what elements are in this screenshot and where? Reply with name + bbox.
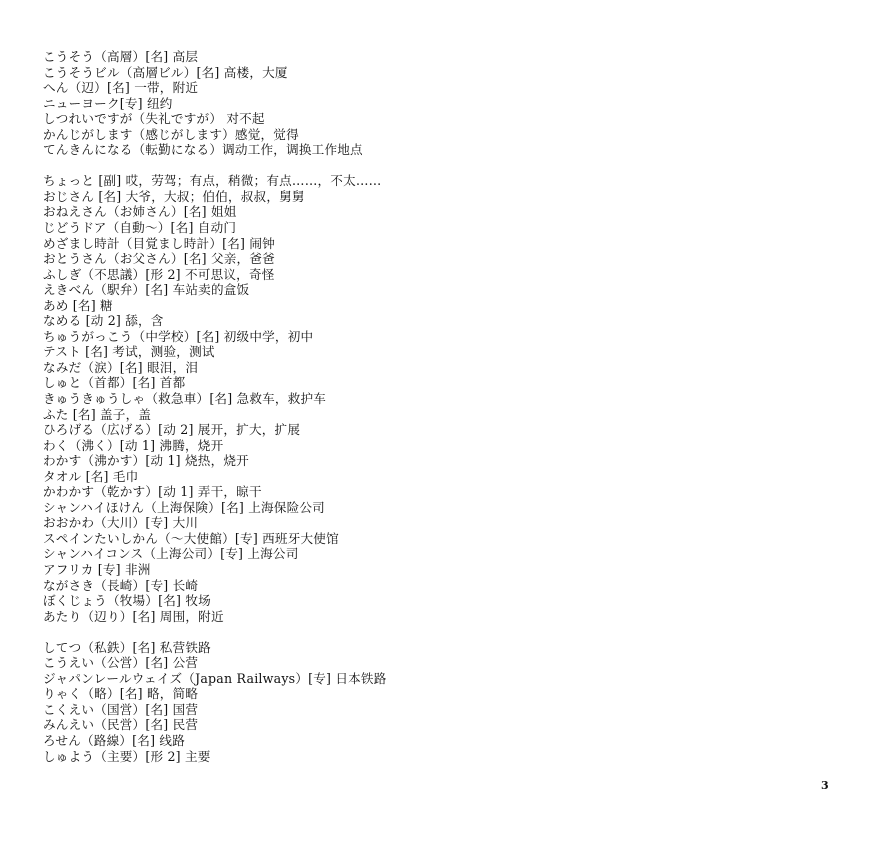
vocab-entry: こうそうビル（高層ビル）[名] 高楼，大厦 xyxy=(43,64,288,80)
vocab-entry: しゅと（首都）[名] 首都 xyxy=(43,375,186,391)
vocab-entry: シャンハイコンス（上海公司）[专] 上海公司 xyxy=(43,546,299,562)
vocab-entry: こくえい（国営）[名] 国营 xyxy=(43,701,199,717)
vocab-group xyxy=(43,640,823,764)
vocab-entry: しつれいですが（失礼ですが） 对不起 xyxy=(43,111,265,127)
vocab-entry: おじさん [名] 大爷，大叔；伯伯，叔叔，舅舅 xyxy=(43,188,305,204)
vocab-entry: ふた [名] 盖子，盖 xyxy=(43,406,152,422)
vocab-entry: ろせん（路線）[名] 线路 xyxy=(43,732,185,748)
vocab-entry: おとうさん（お父さん）[名] 父亲，爸爸 xyxy=(43,251,275,267)
vocab-entry: へん（辺）[名] 一带，附近 xyxy=(43,80,199,96)
vocab-entry: こうそう（高層）[名] 高层 xyxy=(43,49,199,64)
vocab-entry: かわかす（乾かす）[动 1] 弄干，晾干 xyxy=(43,484,262,500)
vocab-entry: あめ [名] 糖 xyxy=(43,297,113,313)
vocab-entry: おねえさん（お姉さん）[名] 姐姐 xyxy=(43,204,237,220)
vocab-entry: てんきんになる（転勤になる）调动工作，调换工作地点 xyxy=(43,142,363,158)
vocabulary-list xyxy=(43,49,823,764)
vocab-entry: シャンハイほけん（上海保険）[名] 上海保险公司 xyxy=(43,499,325,515)
vocab-entry: ぼくじょう（牧場）[名] 牧场 xyxy=(43,593,211,609)
vocab-entry: ちょっと [副] 哎，劳驾；有点，稍微；有点……，不太…… xyxy=(43,173,382,189)
vocab-entry: ながさき（長崎）[专] 长崎 xyxy=(43,577,199,593)
vocab-entry: テスト [名] 考试，测验，测试 xyxy=(43,344,215,360)
vocab-entry: りゃく（略）[名] 略，简略 xyxy=(43,686,199,702)
vocab-entry: きゅうきゅうしゃ（救急車）[名] 急救车，救护车 xyxy=(43,390,327,406)
vocab-entry: わく（沸く）[动 1] 沸腾，烧开 xyxy=(43,437,224,453)
vocab-entry: こうえい（公営）[名] 公营 xyxy=(43,655,199,671)
vocab-entry: ふしぎ（不思議）[形 2] 不可思议，奇怪 xyxy=(43,266,275,282)
vocab-entry: しゅよう（主要）[形 2] 主要 xyxy=(43,748,211,764)
vocab-entry: なみだ（涙）[名] 眼泪，泪 xyxy=(43,359,199,375)
page-number: 3 xyxy=(821,779,829,792)
vocab-entry: ちゅうがっこう（中学校）[名] 初级中学，初中 xyxy=(43,328,314,344)
vocab-group xyxy=(43,49,823,158)
vocab-entry: なめる [动 2] 舔，含 xyxy=(43,313,164,329)
vocab-entry: ジャパンレールウェイズ（Japan Railways）[专] 日本铁路 xyxy=(43,670,387,686)
vocab-entry: めざまし時計（目覚まし時計）[名] 闹钟 xyxy=(43,235,275,251)
vocab-entry: じどうドア（自動～）[名] 自动门 xyxy=(43,219,237,235)
vocab-entry: アフリカ [专] 非洲 xyxy=(43,562,151,577)
vocab-entry: してつ（私鉄）[名] 私营铁路 xyxy=(43,639,211,655)
vocab-entry: おおかわ（大川）[专] 大川 xyxy=(43,515,199,531)
vocab-entry: あたり（辺り）[名] 周围，附近 xyxy=(43,608,224,624)
vocab-group xyxy=(43,173,823,624)
vocab-entry: わかす（沸かす）[动 1] 烧热，烧开 xyxy=(43,453,249,469)
vocab-entry: えきべん（駅弁）[名] 车站卖的盒饭 xyxy=(43,282,250,298)
vocab-entry: ひろげる（広げる）[动 2] 展开，扩大，扩展 xyxy=(43,422,301,438)
vocab-entry: かんじがします（感じがします）感觉，觉得 xyxy=(43,126,299,142)
vocab-entry: スペインたいしかん（～大使館）[专] 西班牙大使馆 xyxy=(43,530,339,546)
vocab-entry: みんえい（民営）[名] 民营 xyxy=(43,717,199,733)
vocab-entry: タオル [名] 毛巾 xyxy=(43,468,139,484)
vocab-entry: ニューヨーク[专] 纽约 xyxy=(43,95,173,111)
